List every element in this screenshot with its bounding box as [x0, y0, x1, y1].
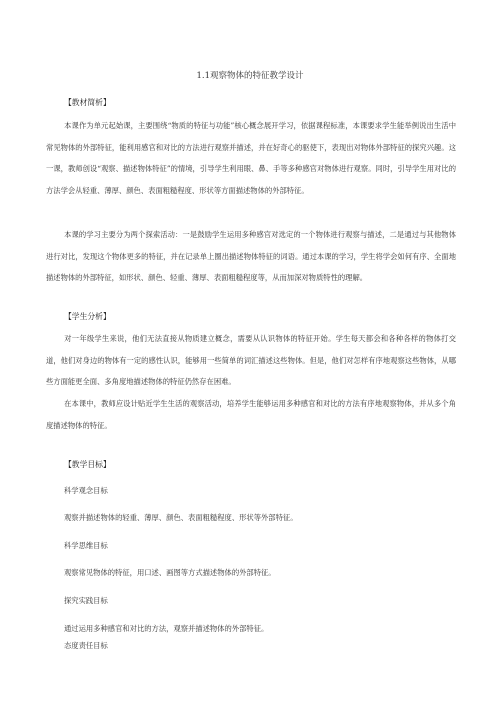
textbook-paragraph-1 — [46, 115, 456, 202]
textbook-paragraph-2-text: 本课的学习主要分为两个探索活动：一是鼓励学生运用多种感官对选定的一个物体进行观察与描述，二是通过与其他物体进行对比，发现这个物体更多的特征，并在记录单上圈出描述物体特征的词语。通过本课的学习，学生将学会如何有序、全面地描述物体的外部特征，如形状、颜色、轻重、薄厚、表面粗糙程度等，从而加深对物质特性的理解。 — [46, 230, 456, 283]
goal-text-concept: 观察并描述物体的轻重、薄厚、颜色、表面粗糙程度、形状等外部特征。 — [64, 513, 298, 522]
students-paragraph-1-text: 对一年级学生来说，他们无法直接从物质建立概念，需要从认识物体的特征开始。学生每天都会和各种各样的物体打交道，他们对身边的物体有一定的感性认识，能够用一些简单的词汇描述这些物体。但是，他们对怎样有序地观察这些物体，从哪些方面能更全面、多角度地描述物体的特征仍然存在困难。 — [46, 334, 456, 387]
students-paragraph-2-text: 在本课中，教师应设计贴近学生生活的观察活动，培养学生能够运用多种感官和对比的方法有序地观察物体，并从多个角度描述物体的特征。 — [46, 399, 456, 430]
section-heading-textbook: 【教材简析】 — [64, 98, 111, 107]
textbook-paragraph-1-text: 本课作为单元起始课，主要围绕“物质的特征与功能”核心概念展开学习，依据课程标准，本课要求学生能举例说出生活中常见物体的外部特征，能利用感官和对比的方法进行观察并描述，并在好奇心的驱使下，表现出对物体外部特征的探究兴趣。这一课，教师创设“观察、描述物体特征”的情境，引导学生利用眼、鼻、手等多种感官对物体进行观察。同时，引导学生用对比的方法学会从轻重、薄厚、颜色、表面粗糙程度、形状等方面描述物体的外部特征。 — [46, 121, 456, 196]
students-paragraph-1 — [46, 328, 456, 393]
textbook-paragraph-2 — [46, 224, 456, 289]
goal-title-practice: 探究实践目标 — [64, 596, 108, 605]
students-paragraph-2 — [46, 393, 456, 436]
goal-text-practice: 通过运用多种感官和对比的方法，观察并描述物体的外部特征。 — [64, 624, 269, 633]
goal-title-concept: 科学观念目标 — [64, 486, 108, 495]
section-heading-goals: 【教学目标】 — [64, 460, 111, 469]
goal-text-thinking: 观察常见物体的特征，用口述、画图等方式描述物体的外部特征。 — [64, 568, 276, 577]
document-title: 1.1观察物体的特征教学设计 — [196, 71, 304, 81]
section-heading-students: 【学生分析】 — [64, 312, 111, 321]
goal-title-attitude: 态度责任目标 — [64, 641, 108, 650]
goal-title-thinking: 科学思维目标 — [64, 541, 108, 550]
